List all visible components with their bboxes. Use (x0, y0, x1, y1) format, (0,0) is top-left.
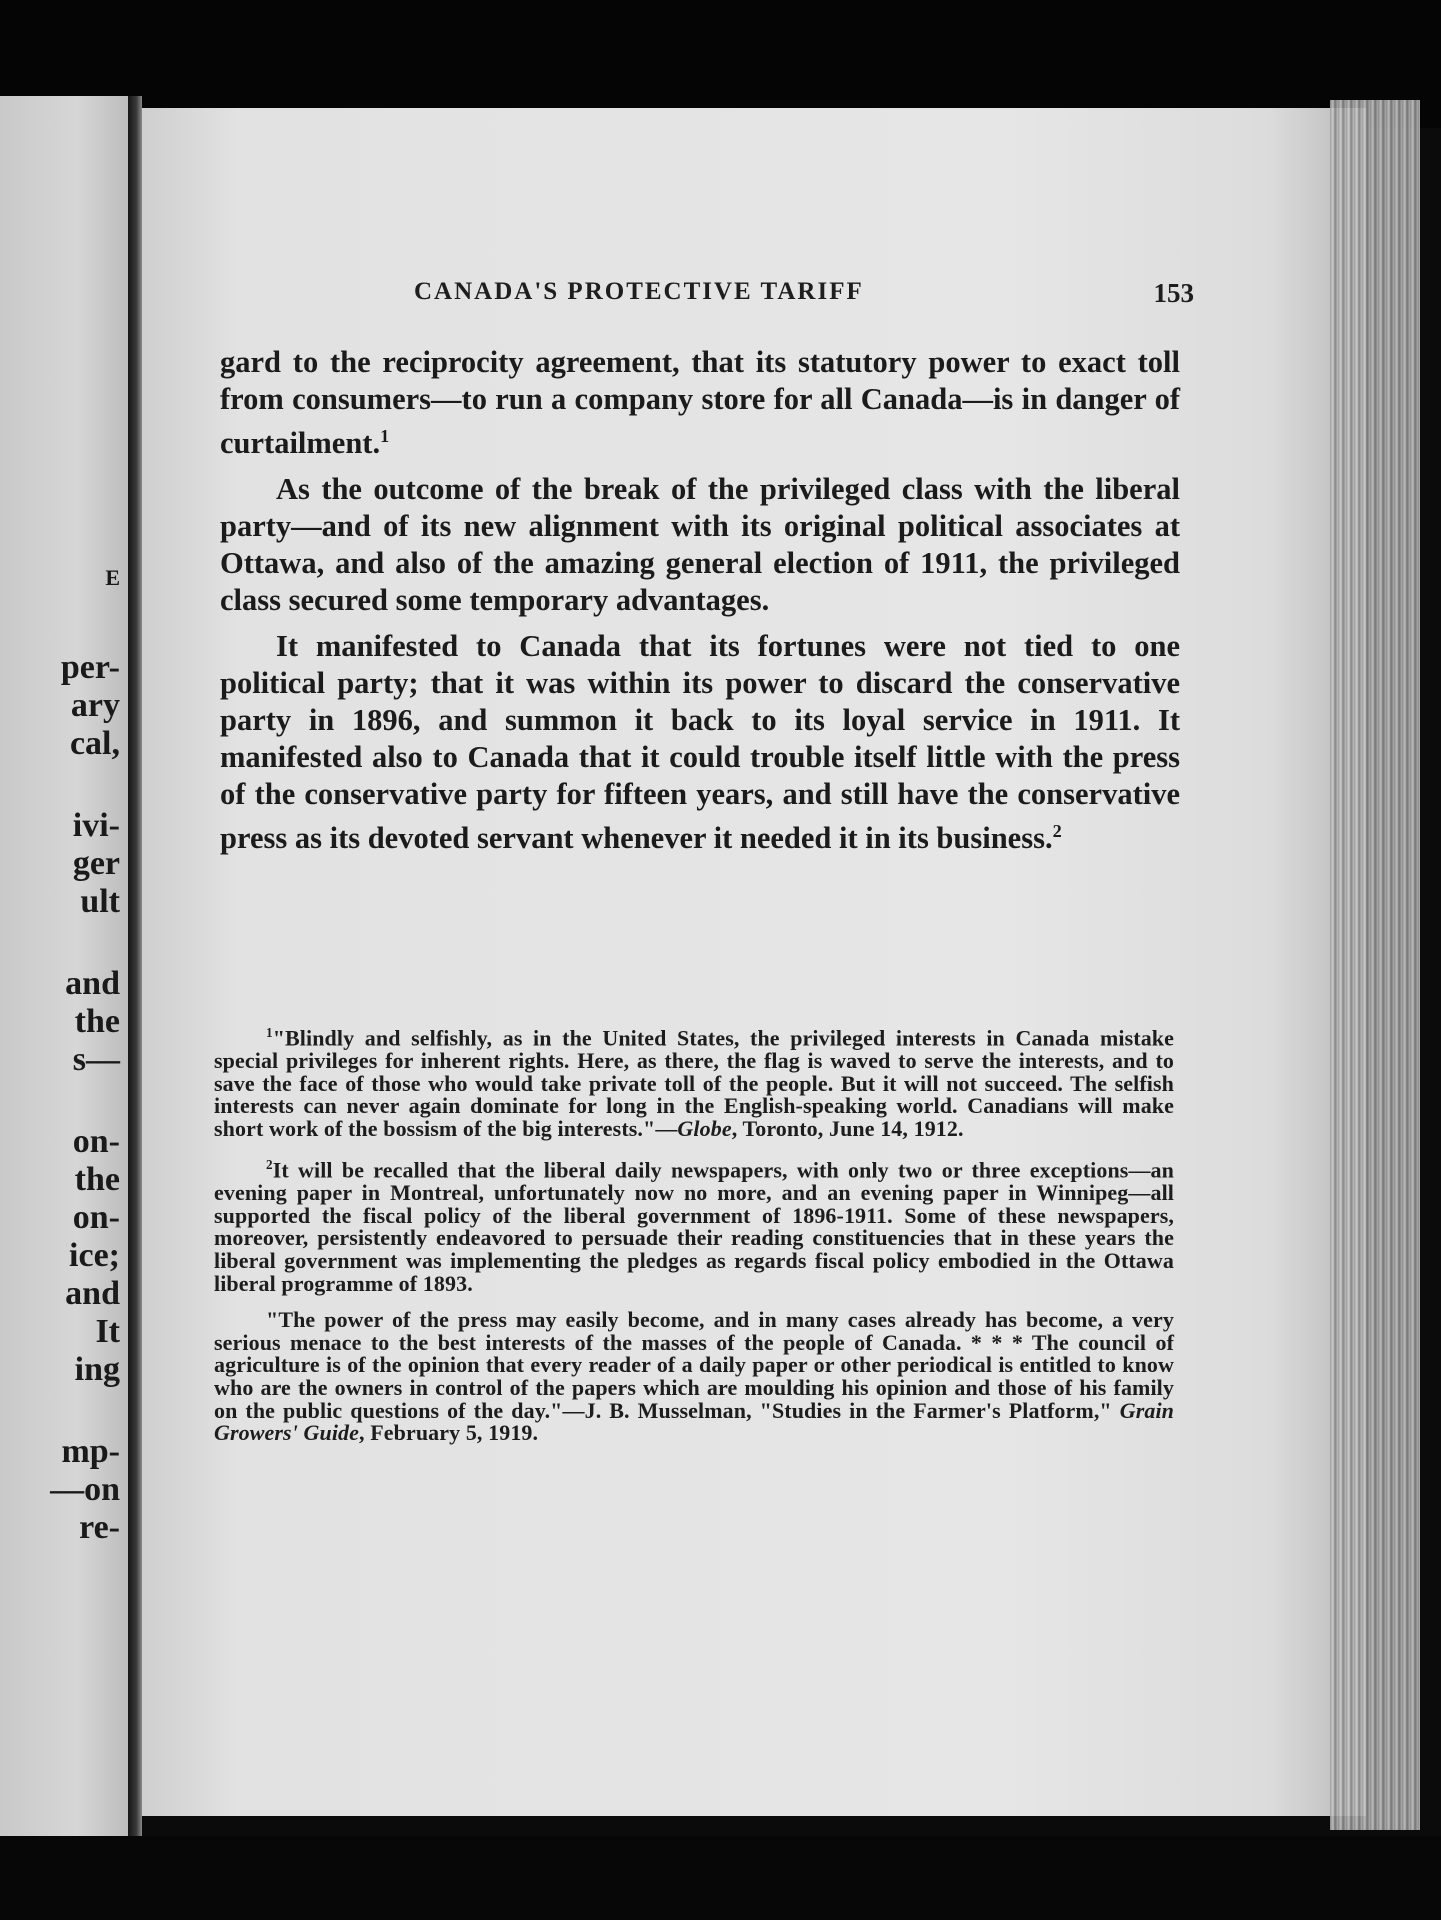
page-number: 153 (1153, 278, 1194, 308)
paragraph (220, 471, 1180, 619)
footnote-2 (214, 1154, 1174, 1295)
left-page-fragment: the (74, 1161, 120, 1198)
footnote-reference: 1 (380, 426, 390, 446)
paragraph (220, 344, 1180, 462)
footnote-source: Grain Growers' Guide (214, 1397, 1174, 1446)
footnote-text: "Blindly and selfishly, as in the United States, the privileged interests in Canada mistake special privileges for inherent rights. Here, as there, the flag is waved to serve the interests, and to save the face of those who would take private toll of the people. But it will not succeed. The selfish interests can never again dominate for long in the English-speaking world. Canadians will make short work of the bossism of the big interests."— (214, 1025, 1174, 1141)
left-page-fragment: the (74, 1003, 120, 1040)
left-page-fragment: on- (72, 1123, 120, 1160)
footnote-quote (214, 1309, 1174, 1445)
left-page-fragment: ivi- (72, 807, 120, 844)
left-page-fragment: and (65, 1275, 120, 1312)
left-page-fragment: ger (72, 845, 120, 882)
left-page-fragment: ult (80, 883, 120, 920)
left-page-fragment: It (95, 1313, 120, 1350)
body-text (220, 344, 1180, 866)
paragraph (220, 628, 1180, 857)
left-page-fragment: on- (72, 1199, 120, 1236)
left-page-fragment: cal, (69, 725, 120, 762)
footnote-citation: , Toronto, June 14, 1912. (731, 1115, 964, 1141)
paragraph-text: It manifested to Canada that its fortunes were not tied to one political party; that it was within its power to discard the conservative party in 1896, and summon it back to its loyal service in 1911. It manifested also to Canada that it could trouble itself little with the press of the conservative party for fifteen years, and still have the conservative press as its devoted servant whenever it needed it in its business. (220, 629, 1180, 856)
left-page-edge (0, 96, 128, 1836)
running-head (214, 278, 1194, 318)
footnote-marker: 1 (266, 1025, 273, 1040)
footnote-source: Globe (677, 1115, 732, 1141)
left-page-fragment: per- (60, 649, 120, 686)
left-page-fragment: s— (72, 1041, 120, 1078)
footnote-1 (214, 1022, 1174, 1140)
left-page-fragment: E (105, 565, 120, 590)
footnote-marker: 2 (266, 1157, 273, 1173)
left-page-fragment: —on (50, 1471, 120, 1508)
footnotes (214, 1022, 1174, 1459)
left-page-fragment: re- (79, 1509, 120, 1546)
running-head-title: CANADA'S PROTECTIVE TARIFF (414, 278, 864, 305)
book-gutter (128, 96, 142, 1836)
left-page-fragment: ing (74, 1351, 120, 1388)
footnote-citation: , February 5, 1919. (359, 1420, 539, 1446)
left-page-fragment: mp- (61, 1433, 120, 1470)
paragraph-text: gard to the reciprocity agreement, that its statutory power to exact toll from consumers—to run a company store for all Canada—is in danger of curtailment. (220, 345, 1180, 461)
scan-border-bottom (0, 1836, 1441, 1920)
left-page-fragment: and (65, 965, 120, 1002)
left-page-fragment: ary (70, 687, 120, 724)
left-page-fragment: ice; (69, 1237, 120, 1274)
page-stack-edge (1330, 100, 1420, 1830)
footnote-text: It will be recalled that the liberal daily newspapers, with only two or three exceptions—an evening paper in Montreal, unfortunately now no more, and an evening paper in Winnipeg—all supported the fiscal policy of the liberal government of 1896-1911. Some of these newspapers, moreover, persistently endeavored to persuade their reading constituencies that in these years the liberal government was implementing the pledges as regards fiscal policy embodied in the Ottawa liberal programme of 1893. (214, 1157, 1174, 1296)
footnote-reference: 2 (1052, 821, 1062, 842)
footnote-text: "The power of the press may easily become, and in many cases already has become, a very serious menace to the best interests of the masses of the people of Canada. * * * The council of agriculture is of the opinion that every reader of a daily paper or other periodical is entitled to know who are the owners in control of the papers which are moulding his opinion and those of his family on the public questions of the day."—J. B. Musselman, "Studies in the Farmer's Platform," (214, 1307, 1174, 1423)
paragraph-text: As the outcome of the break of the privileged class with the liberal party—and of its new alignment with its original political associates at Ottawa, and also of the amazing general election of 1911, the privileged class secured some temporary advantages. (220, 472, 1180, 618)
